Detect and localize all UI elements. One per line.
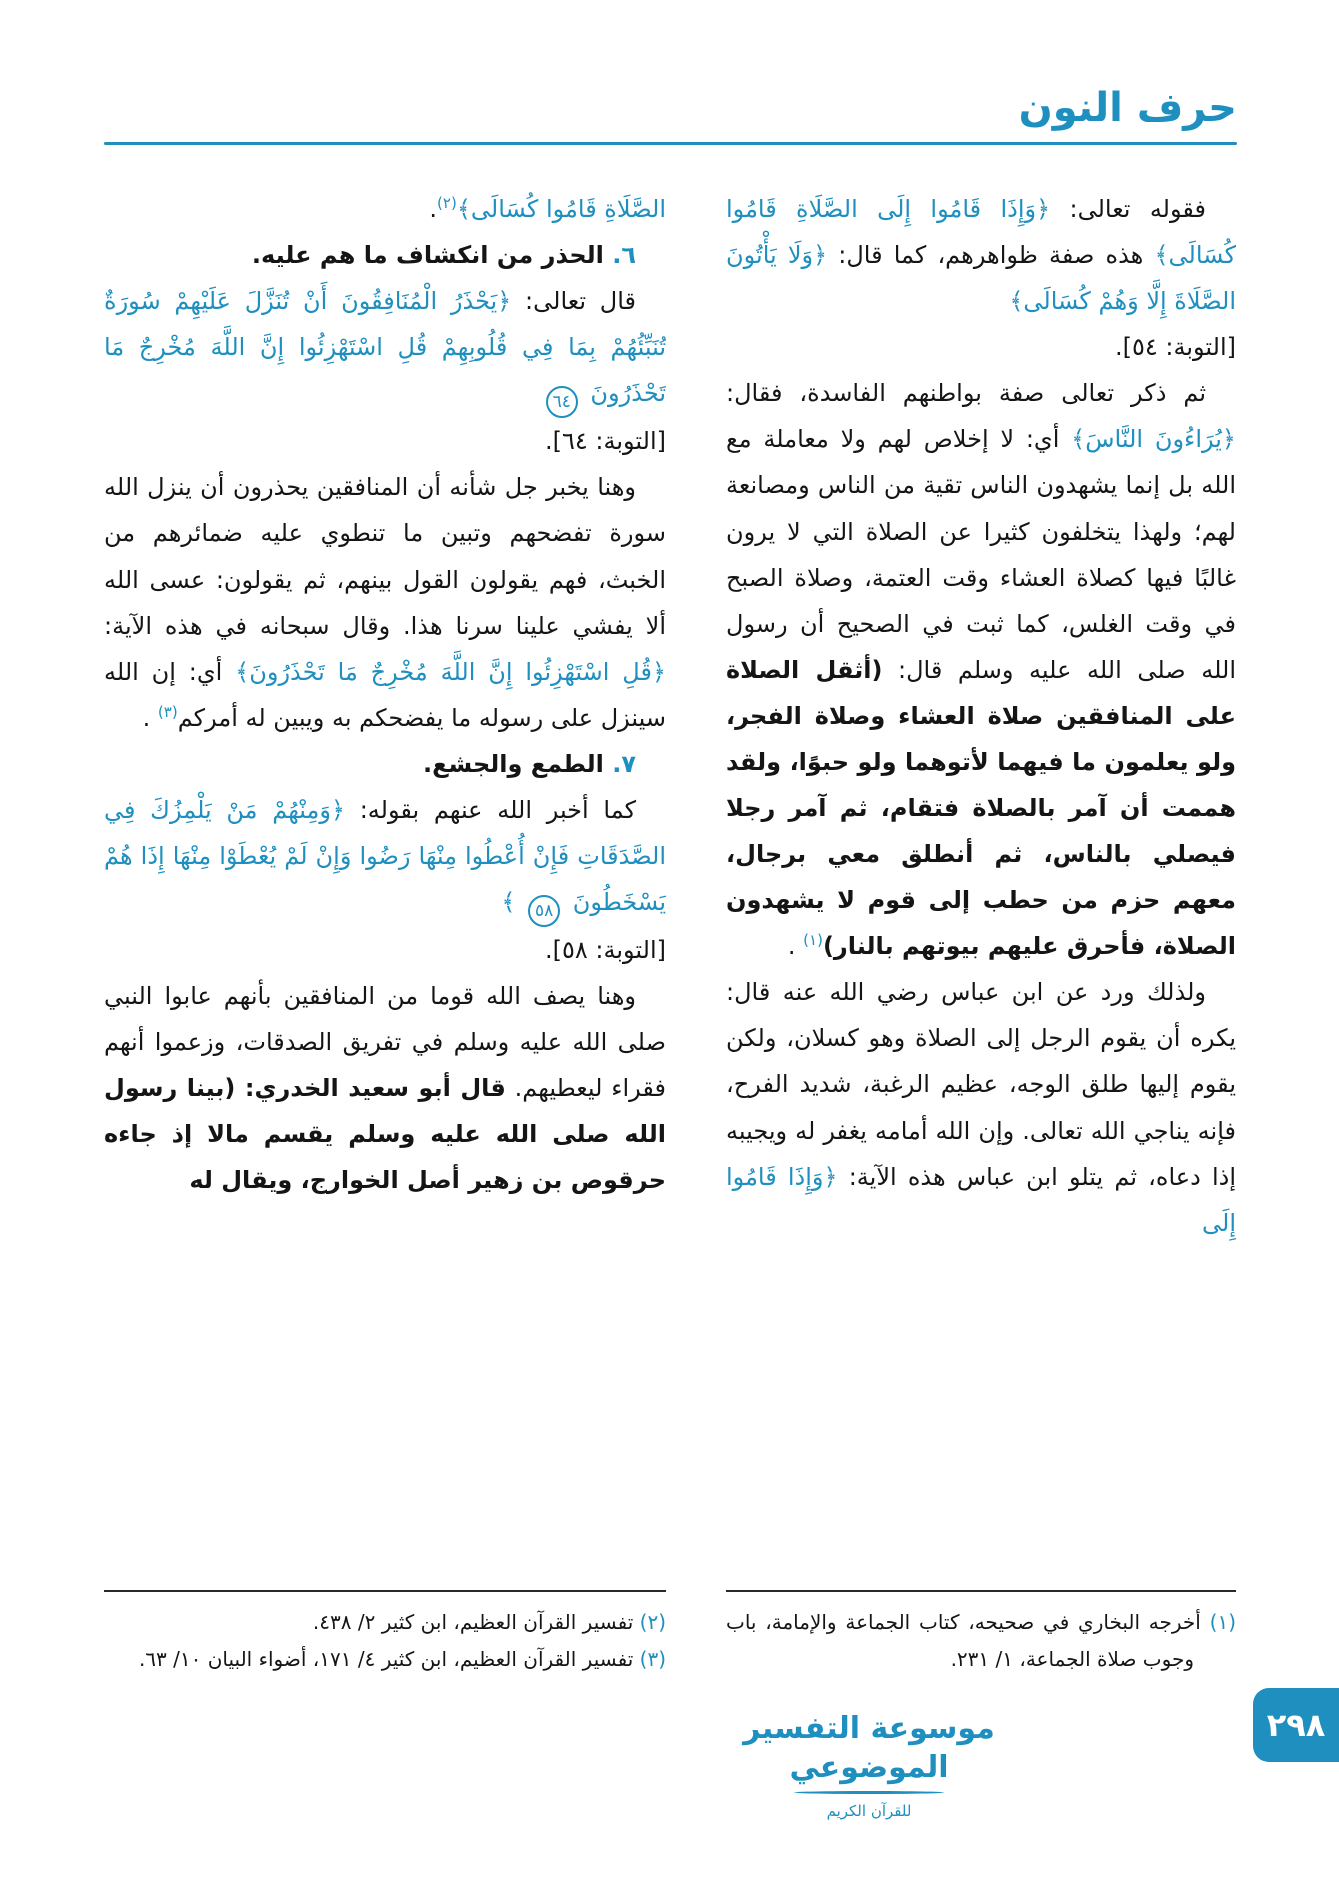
right-column-footnotes	[726, 1590, 1236, 1678]
quran-verse: ﴿يُرَاءُونَ النَّاسَ﴾	[1071, 425, 1236, 454]
body-text: .	[787, 932, 804, 961]
verse-reference	[726, 324, 1236, 370]
body-text: .	[142, 703, 158, 732]
body-text: ولذلك ورد عن ابن عباس رضي الله عنه قال: يكره أن يقوم الرجل إلى الصلاة وهو كسلان، ولكن يقوم إليها طلق الوجه، عظيم الرغبة، شديد الفرح، فإنه يناجي الله تعالى. وإن الله أمامه يغفر له ويجيبه إذا دعاه، ثم يتلو ابن عباس هذه الآية:	[726, 978, 1236, 1191]
footnote-ref: (٣)	[157, 702, 178, 721]
footnote-marker: (٣)	[633, 1647, 666, 1671]
body-text: أي: إن الله سينزل على رسوله ما يفضحكم به ويبين له أمركم	[104, 657, 666, 732]
emphasis-bold: الطمع والجشع.	[423, 749, 604, 778]
header-divider	[104, 142, 1237, 145]
body-text: قال تعالى:	[511, 287, 636, 316]
footnote	[104, 1641, 666, 1678]
footnote-ref: (٢)	[437, 194, 457, 212]
quran-verse: ﴿وَإِذَا قَامُوا إِلَى	[726, 1162, 1236, 1237]
paragraph	[104, 278, 666, 418]
footnote-text: تفسير القرآن العظيم، ابن كثير ٤/ ١٧١، أضواء البيان ١٠/ ٦٣.	[138, 1647, 634, 1671]
footnote-marker: (٢)	[633, 1610, 666, 1634]
footnote-marker: (١)	[1200, 1610, 1236, 1634]
footnote	[726, 1604, 1236, 1678]
right-column-content	[726, 186, 1236, 1246]
section-heading	[104, 741, 666, 787]
right-column	[726, 186, 1236, 1678]
quran-verse: ﴿وَإِذَا قَامُوا إِلَى الصَّلَاةِ قَامُوا كُسَالَى﴾	[726, 195, 1236, 270]
paragraph	[104, 186, 666, 232]
body-text: أي: لا إخلاص لهم ولا معاملة مع الله بل إنما يشهدون الناس تقية من الناس ومصانعة لهم؛ ولهذا يتخلفون كثيرا عن الصلاة التي لا يرون غالبًا فيها كصلاة العشاء وقت العتمة، وصلاة الصبح في وقت الغلس، كما ثبت في الصحيح أن رسول الله صلى الله عليه وسلم قال:	[726, 425, 1236, 684]
footnote-text: تفسير القرآن العظيم، ابن كثير ٢/ ٤٣٨.	[312, 1610, 634, 1634]
left-column-content	[104, 186, 666, 1204]
page-number-badge	[1253, 1688, 1339, 1762]
publisher-logo	[739, 1709, 999, 1820]
footnote-text: أخرجه البخاري في صحيحه، كتاب الجماعة والإمامة، باب وجوب صلاة الجماعة، ١/ ٢٣١.	[726, 1610, 1201, 1671]
quran-verse: ﴿يَحْذَرُ الْمُنَافِقُونَ أَنْ تُنَزَّلَ عَلَيْهِمْ سُورَةٌ تُنَبِّئُهُمْ بِمَا فِي قُلُوبِهِمْ قُلِ اسْتَهْزِئُوا إِنَّ اللَّهَ مُخْرِجٌ مَا تَحْذَرُونَ	[104, 287, 666, 408]
paragraph	[726, 370, 1236, 969]
heading-number: ٧.	[603, 749, 636, 778]
section-heading	[104, 232, 666, 278]
ayah-number-medallion: ٦٤	[546, 386, 578, 418]
page-number: ٢٩٨	[1266, 1706, 1326, 1744]
logo-flourish-ornament	[794, 1791, 944, 1794]
quran-verse: ﴿وَلَا يَأْتُونَ الصَّلَاةَ إِلَّا وَهُمْ كُسَالَى﴾	[726, 241, 1236, 316]
body-text: وهنا يصف الله قوما من المنافقين بأنهم عابوا النبي صلى الله عليه وسلم في تفريق الصدقات، وزعموا أنهم فقراء ليعطيهم.	[104, 982, 666, 1103]
left-column	[104, 186, 666, 1678]
text-columns	[104, 186, 1236, 1678]
footnote	[104, 1604, 666, 1641]
quran-verse: ﴾	[501, 888, 524, 917]
body-text: فقوله تعالى:	[1050, 195, 1207, 223]
body-text: وهنا يخبر جل شأنه أن المنافقين يحذرون أن ينزل الله سورة تفضحهم وتبين ما تنطوي عليه ضمائرهم من الخبث، فهم يقولون القول بينهم، ثم يقولون: عسى الله ألا يفشي علينا سرنا هذا. وقال سبحانه في هذه الآية:	[104, 473, 666, 640]
emphasis-bold: (أثقل الصلاة على المنافقين صلاة العشاء وصلاة الفجر، ولو يعلمون ما فيهما لأتوهما ولو حبوًا، ولقد هممت أن آمر بالصلاة فتقام، ثم آمر رجلا فيصلي بالناس، ثم أنطلق معي برجال، معهم حزم من حطب إلى قوم لا يشهدون الصلاة، فأحرق عليهم بيوتهم بالنار)	[726, 655, 1236, 961]
left-column-footnotes	[104, 1590, 666, 1678]
quran-verse: ﴿وَمِنْهُمْ مَنْ يَلْمِزُكَ فِي الصَّدَقَاتِ فَإِنْ أُعْطُوا مِنْهَا رَضُوا وَإِنْ لَمْ يُعْطَوْا مِنْهَا إِذَا هُمْ يَسْخَطُونَ	[104, 795, 666, 917]
logo-subtitle: للقرآن الكريم	[826, 1802, 912, 1820]
heading-number: ٦.	[603, 241, 636, 270]
paragraph	[104, 973, 666, 1203]
body-text: هذه صفة ظواهرهم، كما قال:	[827, 241, 1155, 270]
quran-verse: ﴿قُلِ اسْتَهْزِئُوا إِنَّ اللَّهَ مُخْرِجٌ مَا تَحْذَرُونَ﴾	[235, 657, 666, 686]
paragraph	[726, 969, 1236, 1245]
body-text: ثم ذكر تعالى صفة بواطنهم الفاسدة، فقال:	[726, 379, 1206, 408]
body-text: [التوبة: ٥٤].	[1114, 333, 1236, 362]
body-text: .	[429, 195, 438, 223]
body-text: كما أخبر الله عنهم بقوله:	[345, 795, 636, 824]
body-text: [التوبة: ٥٨].	[544, 936, 666, 965]
verse-reference	[104, 418, 666, 464]
emphasis-bold: قال أبو سعيد الخدري: (بينا رسول الله صلى الله عليه وسلم يقسم مالا إذ جاءه حرقوص بن زهير أصل الخوارج، ويقال له	[104, 1074, 666, 1195]
paragraph	[726, 186, 1236, 324]
logo-title: موسوعة التفسير الموضوعي	[743, 1711, 995, 1785]
paragraph	[104, 787, 666, 927]
ayah-number-medallion: ٥٨	[528, 895, 560, 927]
quran-verse: الصَّلَاةِ قَامُوا كُسَالَى﴾	[456, 195, 666, 223]
body-text: [التوبة: ٦٤].	[544, 427, 666, 456]
page-header	[104, 84, 1237, 145]
emphasis-bold: الحذر من انكشاف ما هم عليه.	[251, 241, 604, 270]
chapter-title: حرف النون	[1018, 85, 1237, 131]
footnote-ref: (١)	[803, 931, 823, 950]
paragraph	[104, 464, 666, 740]
verse-reference	[104, 927, 666, 973]
